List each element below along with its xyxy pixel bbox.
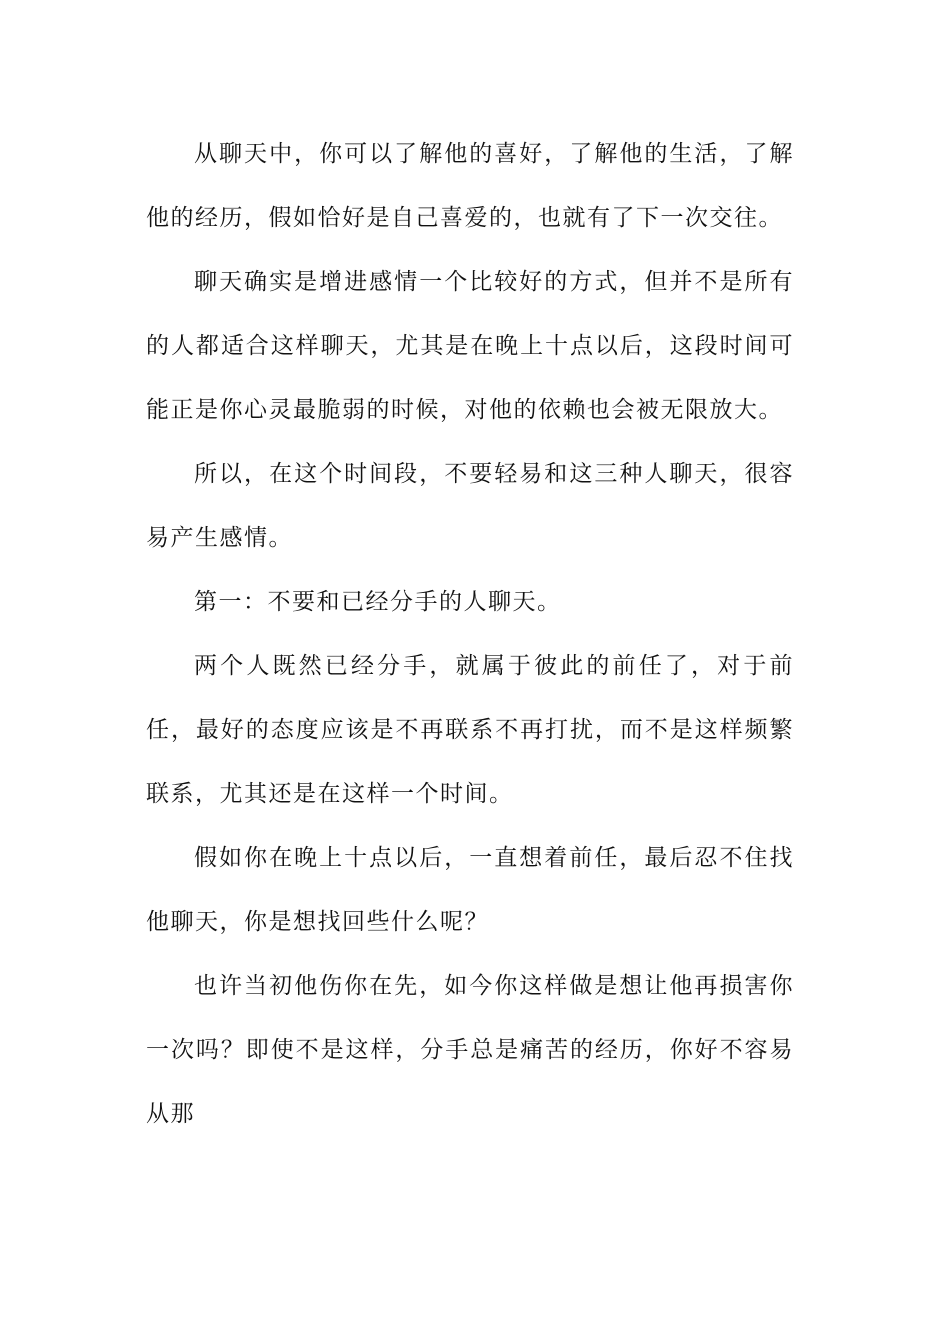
paragraph: 聊天确实是增进感情一个比较好的方式，但并不是所有的人都适合这样聊天，尤其是在晚上十点以后，这段时间可能正是你心灵最脆弱的时候，对他的依赖也会被无限放大。 [146, 269, 794, 423]
paragraph: 也许当初他伤你在先，如今你这样做是想让他再损害你一次吗？即使不是这样，分手总是痛苦的经历，你好不容易从那 [146, 973, 794, 1127]
document-body [146, 122, 794, 1146]
paragraph: 假如你在晚上十点以后，一直想着前任，最后忍不住找他聊天，你是想找回些什么呢？ [146, 845, 794, 935]
paragraph: 从聊天中，你可以了解他的喜好，了解他的生活，了解他的经历，假如恰好是自己喜爱的，也就有了下一次交往。 [146, 141, 794, 231]
paragraph: 所以，在这个时间段，不要轻易和这三种人聊天，很容易产生感情。 [146, 461, 794, 551]
paragraph: 第一：不要和已经分手的人聊天。 [194, 589, 562, 615]
paragraph: 两个人既然已经分手，就属于彼此的前任了，对于前任，最好的态度应该是不再联系不再打扰，而不是这样频繁联系，尤其还是在这样一个时间。 [146, 653, 794, 807]
